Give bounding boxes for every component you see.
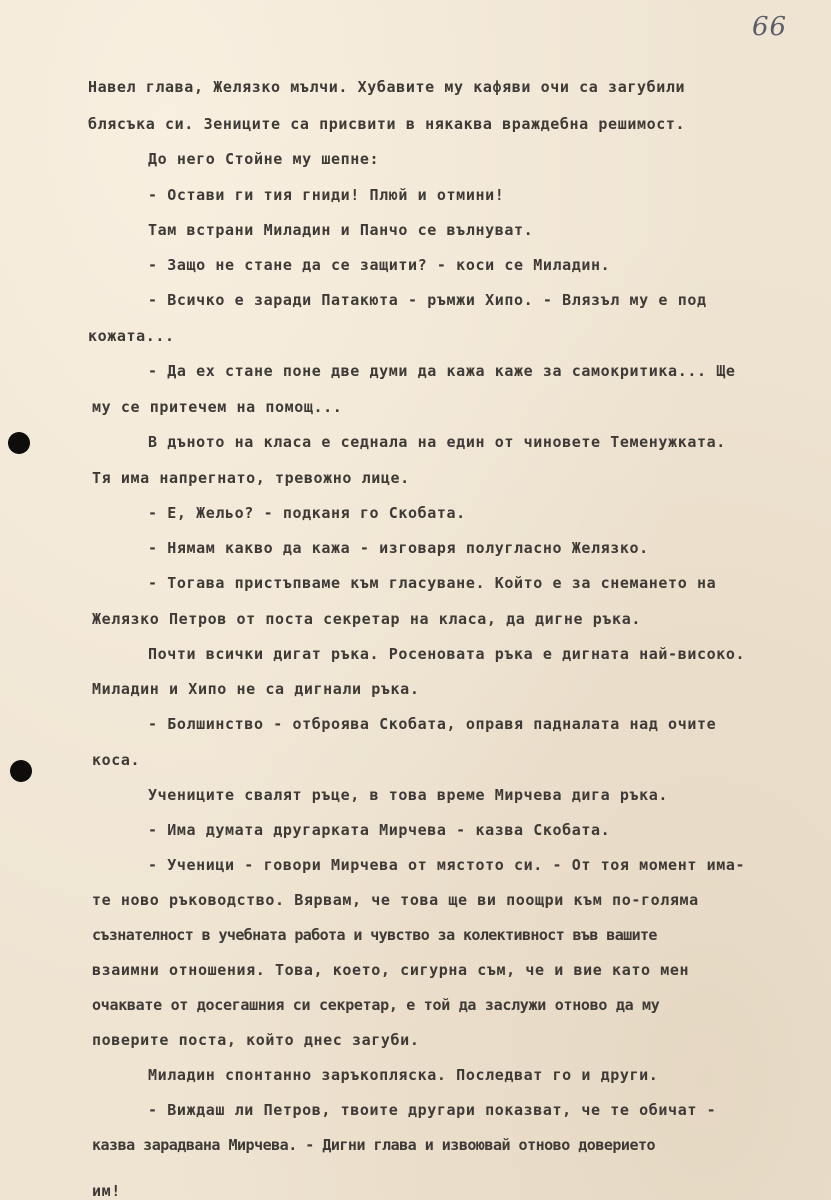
- text-line: му се притечем на помощ...: [92, 398, 343, 416]
- text-line: взаимни отношения. Това, което, сигурна съм, че и вие като мен: [92, 961, 690, 979]
- text-line: До него Стойне му шепне:: [148, 150, 380, 168]
- text-line: Миладин спонтанно заръкопляска. Последват го и други.: [148, 1066, 659, 1084]
- punch-hole: [10, 760, 32, 782]
- text-line: - Болшинство - отброява Скобата, оправя падналата над очите: [148, 715, 717, 733]
- text-line: - Да ех стане поне две думи да кажа каже за самокритика... Ще: [148, 362, 736, 380]
- text-line: блясъка си. Зениците са присвити в някаква враждебна решимост.: [88, 115, 686, 133]
- text-line: - Има думата другарката Мирчева - казва Скобата.: [148, 821, 611, 839]
- text-line: съзнателност в учебната работа и чувство за колективност във вашите: [92, 926, 657, 944]
- text-line: В дъното на класа е седнала на един от чиновете Теменужката.: [148, 433, 726, 451]
- text-line: - Виждаш ли Петров, твоите другари показват, че те обичат -: [148, 1101, 717, 1119]
- text-line: Учениците свалят ръце, в това време Мирчева дига ръка.: [148, 786, 669, 804]
- text-line: Миладин и Хипо не са дигнали ръка.: [92, 680, 420, 698]
- text-line: - Защо не стане да се защити? - коси се Миладин.: [148, 256, 611, 274]
- text-line: очаквате от досегашния си секретар, е той да заслужи отново да му: [92, 996, 660, 1014]
- text-line: - Всичко е заради Патакюта - ръмжи Хипо. - Влязъл му е под: [148, 291, 707, 309]
- text-line: поверите поста, който днес загуби.: [92, 1031, 420, 1049]
- text-line: - Остави ги тия гниди! Плюй и отмини!: [148, 186, 505, 204]
- text-line: казва зарадвана Мирчева. - Дигни глава и извоювай отново доверието: [92, 1136, 656, 1154]
- text-line: Навел глава, Желязко мълчи. Хубавите му кафяви очи са загубили: [88, 78, 686, 96]
- text-line: те ново ръководство. Вярвам, че това ще ви поощри към по-голяма: [92, 891, 699, 909]
- punch-hole: [8, 432, 30, 454]
- text-line: коса.: [92, 751, 141, 769]
- text-line: - Нямам какво да кажа - изговаря полугласно Желязко.: [148, 539, 649, 557]
- text-line: - Тогава пристъпваме към гласуване. Който е за снемането на: [148, 574, 717, 592]
- text-line: - Е, Жельо? - подканя го Скобата.: [148, 504, 466, 522]
- text-line: кожата...: [88, 327, 175, 345]
- text-line: Почти всички дигат ръка. Росеновата ръка е дигната най-високо.: [148, 645, 746, 663]
- text-line: им!: [92, 1182, 121, 1200]
- text-line: Там встрани Миладин и Панчо се вълнуват.: [148, 221, 534, 239]
- text-line: Желязко Петров от поста секретар на класа, да дигне ръка.: [92, 610, 641, 628]
- text-line: Тя има напрегнато, тревожно лице.: [92, 469, 410, 487]
- page-number: 66: [752, 12, 788, 42]
- text-line: - Ученици - говори Мирчева от мястото си. - От тоя момент има-: [148, 856, 746, 874]
